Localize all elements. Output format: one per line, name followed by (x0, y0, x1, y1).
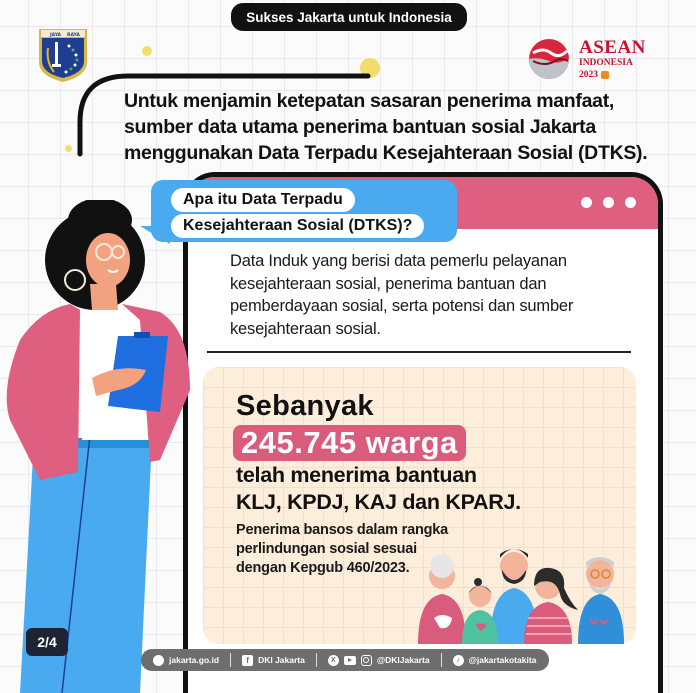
x-youtube-instagram-link[interactable]: X @DKIJakarta (328, 655, 430, 666)
section-divider (207, 351, 631, 353)
window-dot-icon (603, 197, 614, 208)
window-frame-right-edge (658, 640, 663, 693)
tiktok-link[interactable]: ♪ @jakartakotakita (453, 655, 537, 666)
svg-text:RAYA: RAYA (67, 33, 80, 38)
decorative-dot-small (142, 46, 152, 56)
page-indicator[interactable]: 2/4 (26, 628, 68, 656)
facebook-icon: f (242, 655, 253, 666)
decorative-dot-tiny (65, 145, 72, 152)
window-dots (581, 197, 636, 208)
svg-text:JAYA: JAYA (50, 33, 62, 38)
tiktok-icon: ♪ (453, 655, 464, 666)
stat-subtitle (236, 462, 521, 516)
family-illustration (410, 536, 636, 644)
intro-statement: Untuk menjamin ketepatan sasaran penerima manfaat, sumber data utama penerima bantuan sosial Jakarta menggunakan Data Terpadu Kesejahteraan Sosial (DTKS). (124, 90, 648, 164)
website-link[interactable]: jakarta.go.id (153, 655, 219, 666)
asean-country: INDONESIA (579, 58, 633, 68)
stat-heading: Sebanyak (236, 390, 374, 422)
x-twitter-icon: X (328, 655, 339, 666)
stat-note-line-1: Penerima bansos dalam rangka (236, 522, 448, 538)
stat-note-line-2: perlindungan sosial sesuai (236, 541, 417, 557)
footer-separator (316, 653, 317, 667)
asean-year-badge-icon (601, 71, 609, 79)
window-dot-icon (625, 197, 636, 208)
asean-indonesia-2023-logo (527, 36, 667, 82)
recipient-count-highlight: 245.745 warga (233, 425, 466, 461)
social-media-footer (141, 649, 549, 671)
stat-note-line-3: dengan Kepgub 460/2023. (236, 560, 410, 576)
asean-year: 2023 (579, 69, 598, 80)
stat-subtitle-line-2: KLJ, KPDJ, KAJ dan KPARJ. (236, 490, 521, 514)
asean-title: ASEAN (579, 37, 646, 58)
dtks-definition: Data Induk yang berisi data pemerlu pelayanan kesejahteraan sosial, penerima bantuan dan pemberdayaan sosial, serta potensi dan sumber kesejahteraan sosial. (230, 252, 574, 338)
footer-separator (441, 653, 442, 667)
facebook-link[interactable]: f DKI Jakarta (242, 655, 305, 666)
globe-icon (153, 655, 164, 666)
footer-separator (230, 653, 231, 667)
stat-subtitle-line-1: telah menerima bantuan (236, 463, 477, 487)
youtube-icon (344, 656, 356, 665)
instagram-icon (361, 655, 372, 666)
question-line-1: Apa itu Data Terpadu (171, 188, 355, 212)
asean-emblem-icon (527, 37, 571, 81)
window-dot-icon (581, 197, 592, 208)
question-line-2: Kesejahteraan Sosial (DTKS)? (171, 214, 424, 238)
woman-with-clipboard-illustration (0, 200, 190, 693)
question-speech-bubble (151, 180, 457, 242)
tagline-pill: Sukses Jakarta untuk Indonesia (231, 3, 467, 31)
